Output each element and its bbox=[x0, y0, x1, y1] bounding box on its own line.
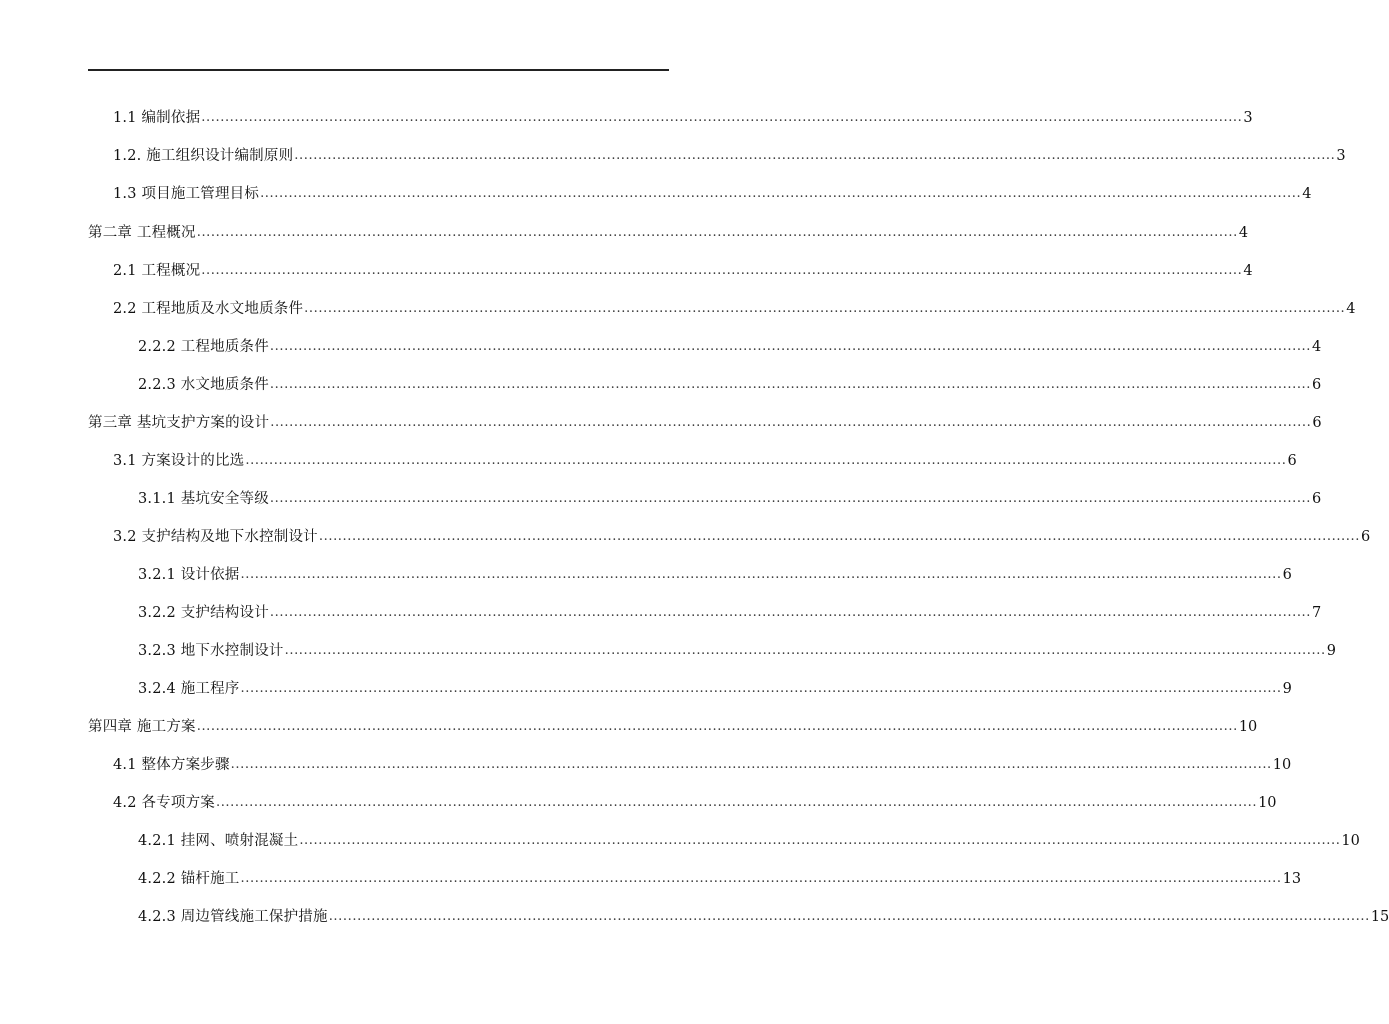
toc-entry-title: 1.3 项目施工管理目标 bbox=[113, 186, 260, 202]
toc-dot-leader: ............................................................................................................................................................................................................................ bbox=[269, 377, 1312, 392]
toc-entry-page: 3 bbox=[1243, 110, 1253, 126]
toc-entry[interactable] bbox=[113, 144, 1346, 166]
toc-dot-leader: ............................................................................................................................................................................................................................ bbox=[270, 415, 1312, 430]
toc-entry[interactable] bbox=[138, 373, 1322, 395]
toc-entry[interactable] bbox=[138, 639, 1336, 661]
toc-entry[interactable] bbox=[113, 297, 1356, 319]
toc-entry-title: 3.2 支护结构及地下水控制设计 bbox=[113, 529, 318, 545]
toc-dot-leader: ............................................................................................................................................................................................................................ bbox=[328, 909, 1370, 924]
toc-dot-leader: ............................................................................................................................................................................................................................ bbox=[318, 529, 1360, 544]
toc-entry-page: 7 bbox=[1312, 605, 1322, 621]
toc-entry[interactable] bbox=[113, 449, 1297, 471]
toc-entry-title: 3.2.1 设计依据 bbox=[138, 567, 240, 583]
toc-entry-title: 3.1 方案设计的比选 bbox=[113, 453, 245, 469]
toc-entry-page: 10 bbox=[1238, 719, 1258, 735]
toc-dot-leader: ............................................................................................................................................................................................................................ bbox=[240, 567, 1282, 582]
toc-entry-title: 第四章 施工方案 bbox=[88, 719, 196, 735]
toc-dot-leader: ............................................................................................................................................................................................................................ bbox=[230, 757, 1272, 772]
toc-entry-title: 3.2.2 支护结构设计 bbox=[138, 605, 269, 621]
toc-entry-title: 2.1 工程概况 bbox=[113, 263, 201, 279]
toc-entry[interactable] bbox=[113, 525, 1371, 547]
toc-entry-page: 4 bbox=[1302, 186, 1312, 202]
toc-entry[interactable] bbox=[88, 221, 1249, 243]
toc-entry-title: 3.2.3 地下水控制设计 bbox=[138, 643, 284, 659]
toc-entry-page: 9 bbox=[1326, 643, 1336, 659]
toc-dot-leader: ............................................................................................................................................................................................................................ bbox=[201, 110, 1243, 125]
toc-dot-leader: ............................................................................................................................................................................................................................ bbox=[269, 491, 1312, 506]
toc-entry[interactable] bbox=[138, 563, 1292, 585]
toc-dot-leader: ............................................................................................................................................................................................................................ bbox=[269, 605, 1312, 620]
toc-dot-leader: ............................................................................................................................................................................................................................ bbox=[196, 719, 1238, 734]
toc-entry-page: 10 bbox=[1341, 833, 1360, 849]
toc-entry-page: 6 bbox=[1360, 529, 1371, 545]
toc-entry-page: 4 bbox=[1238, 225, 1249, 241]
toc-entry[interactable] bbox=[113, 791, 1277, 813]
toc-entry-page: 6 bbox=[1312, 491, 1322, 507]
toc-entry[interactable] bbox=[138, 335, 1322, 357]
toc-entry-page: 6 bbox=[1287, 453, 1297, 469]
toc-entry-title: 2.2.3 水文地质条件 bbox=[138, 377, 269, 393]
toc-entry-title: 第三章 基坑支护方案的设计 bbox=[88, 415, 270, 431]
toc-entry-title: 1.1 编制依据 bbox=[113, 110, 201, 126]
toc-entry[interactable] bbox=[138, 905, 1389, 927]
toc-entry-title: 2.2.2 工程地质条件 bbox=[138, 339, 269, 355]
toc-entry-page: 4 bbox=[1312, 339, 1322, 355]
toc-dot-leader: ............................................................................................................................................................................................................................ bbox=[215, 795, 1258, 810]
toc-entry-page: 3 bbox=[1336, 148, 1346, 164]
toc-entry-title: 1.2. 施工组织设计编制原则 bbox=[113, 148, 294, 164]
toc-dot-leader: ............................................................................................................................................................................................................................ bbox=[201, 263, 1243, 278]
toc-entry-title: 3.2.4 施工程序 bbox=[138, 681, 240, 697]
toc-dot-leader: ............................................................................................................................................................................................................................ bbox=[269, 339, 1312, 354]
toc-entry-page: 6 bbox=[1312, 377, 1322, 393]
toc-entry[interactable] bbox=[138, 601, 1322, 623]
toc-entry-page: 9 bbox=[1282, 681, 1292, 697]
toc-dot-leader: ............................................................................................................................................................................................................................ bbox=[196, 225, 1238, 240]
toc-dot-leader: ............................................................................................................................................................................................................................ bbox=[294, 148, 1336, 163]
toc-entry-title: 3.1.1 基坑安全等级 bbox=[138, 491, 269, 507]
toc-entry-page: 6 bbox=[1282, 567, 1292, 583]
toc-entry[interactable] bbox=[138, 829, 1360, 851]
toc-entry-title: 第二章 工程概况 bbox=[88, 225, 196, 241]
toc-dot-leader: ............................................................................................................................................................................................................................ bbox=[240, 681, 1282, 696]
toc-entry[interactable] bbox=[113, 182, 1312, 204]
toc-dot-leader: ............................................................................................................................................................................................................................ bbox=[284, 643, 1326, 658]
toc-entry-title: 2.2 工程地质及水文地质条件 bbox=[113, 301, 304, 317]
toc-entry[interactable] bbox=[138, 487, 1322, 509]
toc-entry-title: 4.2 各专项方案 bbox=[113, 795, 215, 811]
toc-entry[interactable] bbox=[88, 715, 1258, 737]
toc-entry-title: 4.2.1 挂网、喷射混凝土 bbox=[138, 833, 299, 849]
toc-entry-page: 15 bbox=[1370, 909, 1389, 925]
toc-dot-leader: ............................................................................................................................................................................................................................ bbox=[245, 453, 1287, 468]
toc-entry-title: 4.1 整体方案步骤 bbox=[113, 757, 230, 773]
toc-entry-page: 4 bbox=[1243, 263, 1253, 279]
toc-entry-page: 10 bbox=[1258, 795, 1277, 811]
toc-entry[interactable] bbox=[138, 677, 1292, 699]
toc-entry[interactable] bbox=[113, 259, 1253, 281]
toc-entry-title: 4.2.2 锚杆施工 bbox=[138, 871, 240, 887]
toc-entry[interactable] bbox=[113, 753, 1292, 775]
toc-dot-leader: ............................................................................................................................................................................................................................ bbox=[260, 186, 1302, 201]
toc-dot-leader: ............................................................................................................................................................................................................................ bbox=[299, 833, 1341, 848]
toc-entry[interactable] bbox=[138, 867, 1302, 889]
toc-entry[interactable] bbox=[113, 106, 1253, 128]
toc-entry[interactable] bbox=[88, 411, 1322, 433]
toc-entry-title: 4.2.3 周边管线施工保护措施 bbox=[138, 909, 328, 925]
toc-entry-page: 13 bbox=[1282, 871, 1302, 887]
toc-entry-page: 4 bbox=[1346, 301, 1356, 317]
toc-entry-page: 10 bbox=[1272, 757, 1292, 773]
toc-dot-leader: ............................................................................................................................................................................................................................ bbox=[304, 301, 1346, 316]
toc-dot-leader: ............................................................................................................................................................................................................................ bbox=[240, 871, 1282, 886]
toc-entry-page: 6 bbox=[1312, 415, 1322, 431]
